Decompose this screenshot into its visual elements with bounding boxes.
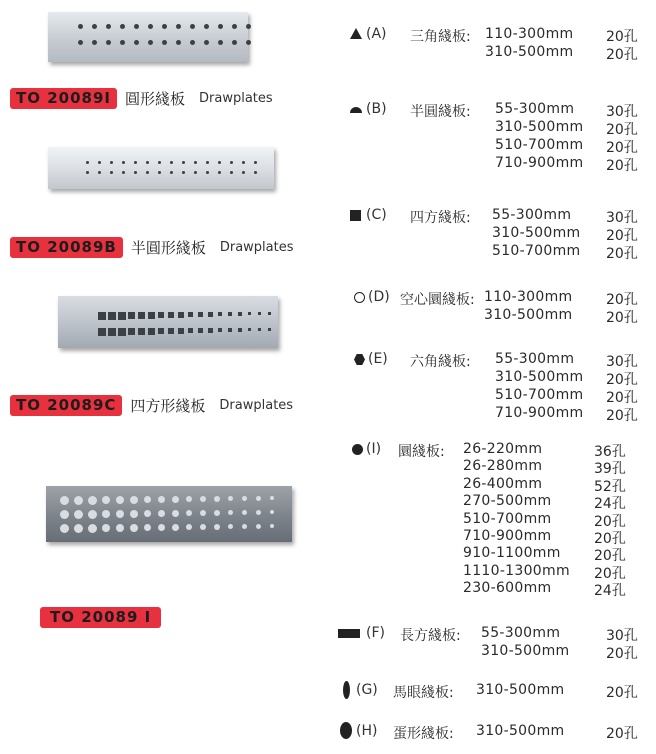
drawplate-hole — [110, 171, 113, 174]
spec-hole-count: 30孔 — [606, 104, 638, 120]
drawplate-hole — [60, 524, 69, 533]
drawplate-hole — [168, 312, 174, 318]
spec-size: 270-500mm — [463, 493, 552, 510]
spec-size: 26-400mm — [463, 475, 543, 492]
drawplate-hole — [74, 524, 83, 533]
drawplate-hole — [242, 496, 247, 501]
rectangle-icon — [338, 629, 360, 638]
drawplate-hole — [256, 524, 261, 529]
drawplate-hole — [176, 40, 181, 45]
drawplate-hole — [194, 171, 197, 174]
drawplate-hole — [188, 328, 193, 333]
drawplate-hole — [148, 24, 153, 29]
spec-size: 55-300mm — [481, 625, 561, 641]
drawplate-hole — [102, 510, 110, 518]
spec-name: 六角綫板: — [410, 354, 471, 370]
spec-name: 長方綫板: — [400, 628, 461, 644]
drawplate-hole — [258, 328, 261, 331]
spec-hole-count: 20孔 — [606, 47, 638, 63]
drawplate-hole — [92, 24, 97, 29]
spec-size: 710-900mm — [495, 405, 584, 421]
drawplate-hole — [214, 524, 220, 530]
drawplate-hole — [208, 312, 213, 317]
drawplate-hole — [270, 510, 274, 514]
spec-size: 310-500mm — [485, 44, 574, 60]
spec-name: 四方綫板: — [410, 210, 471, 226]
spec-hole-count: 24孔 — [594, 496, 626, 513]
drawplate-hole — [98, 161, 101, 164]
drawplate-hole — [88, 510, 97, 519]
drawplate-hole — [158, 328, 164, 334]
drawplate-hole — [128, 328, 135, 335]
drawplate-hole — [186, 496, 192, 502]
drawplate-hole — [228, 524, 233, 529]
half-circle-icon — [350, 107, 362, 113]
drawplate-hole — [204, 40, 209, 45]
drawplate-photo-square — [58, 296, 278, 348]
spec-size: 310-500mm — [492, 225, 581, 241]
drawplate-hole — [182, 161, 185, 164]
spec-hole-count: 20孔 — [594, 565, 626, 582]
drawplate-hole — [206, 161, 209, 164]
drawplate-hole — [158, 171, 161, 174]
drawplate-hole — [158, 312, 164, 318]
drawplate-photo-half-round — [48, 147, 274, 189]
spec-size: 310-500mm — [481, 643, 570, 659]
spec-hole-count: 36孔 — [594, 444, 626, 460]
drawplate-hole — [176, 24, 181, 29]
drawplate-hole — [218, 24, 223, 29]
drawplate-hole — [208, 328, 213, 333]
drawplate-hole — [248, 312, 251, 315]
drawplate-hole — [242, 171, 245, 174]
drawplate-hole — [200, 496, 206, 502]
drawplate-hole — [172, 496, 179, 503]
spec-letter: (B) — [366, 101, 387, 117]
drawplate-hole — [88, 524, 97, 533]
drawplate-hole — [190, 40, 195, 45]
marquise-icon — [343, 681, 350, 699]
product-row-half-round — [10, 237, 294, 258]
drawplate-hole — [228, 328, 232, 332]
drawplate-hole — [258, 312, 261, 315]
spec-hole-count: 52孔 — [594, 478, 626, 495]
drawplate-hole — [118, 328, 126, 336]
spec-hole-count: 20孔 — [606, 390, 638, 406]
product-name-en: Drawplates — [219, 240, 294, 255]
drawplate-hole — [144, 524, 151, 531]
drawplate-photo-round — [48, 12, 248, 62]
spec-hole-count: 20孔 — [606, 246, 638, 262]
spec-size: 1110-1300mm — [463, 562, 570, 579]
drawplate-hole — [200, 510, 206, 516]
square-icon — [350, 210, 361, 221]
spec-hole-count: 20孔 — [594, 531, 626, 547]
drawplate-hole — [206, 171, 209, 174]
drawplate-hole — [122, 171, 125, 174]
spec-letter: (G) — [356, 682, 378, 698]
spec-letter: (A) — [366, 26, 387, 42]
drawplate-hole — [230, 161, 233, 164]
spec-size: 310-500mm — [484, 307, 573, 323]
drawplate-hole — [88, 496, 97, 505]
spec-hole-count: 20孔 — [606, 292, 638, 308]
drawplate-hole — [182, 171, 185, 174]
circle-icon — [352, 444, 363, 455]
drawplate-hole — [218, 312, 222, 316]
drawplate-hole — [254, 161, 257, 164]
drawplate-hole — [158, 510, 165, 517]
spec-letter: (C) — [366, 207, 387, 223]
spec-name: 半圓綫板: — [410, 104, 471, 120]
drawplate-hole — [256, 510, 261, 515]
drawplate-hole — [134, 171, 137, 174]
spec-hole-count: 20孔 — [606, 29, 638, 45]
product-name-cn: 半圓形綫板 — [130, 239, 206, 257]
spec-size: 110-300mm — [484, 289, 573, 305]
drawplate-hole — [144, 510, 151, 517]
drawplate-hole — [168, 328, 174, 334]
drawplate-hole — [106, 24, 111, 29]
drawplate-hole — [162, 40, 167, 45]
drawplate-hole — [110, 161, 113, 164]
drawplate-hole — [246, 40, 251, 45]
triangle-icon — [350, 28, 362, 39]
spec-size: 55-300mm — [495, 101, 575, 117]
drawplate-hole — [78, 40, 83, 45]
spec-hole-count: 20孔 — [606, 228, 638, 244]
spec-size: 310-500mm — [495, 369, 584, 385]
drawplate-hole — [178, 312, 184, 318]
product-row-square — [10, 395, 293, 416]
product-row-round — [10, 88, 273, 109]
drawplate-hole — [238, 312, 242, 316]
spec-size: 26-220mm — [463, 441, 543, 457]
drawplate-hole — [74, 510, 83, 519]
drawplate-hole — [128, 312, 135, 319]
spec-size: 310-500mm — [495, 119, 584, 135]
spec-size: 55-300mm — [495, 351, 575, 367]
spec-hole-count: 30孔 — [606, 210, 638, 226]
spec-size: 55-300mm — [492, 207, 572, 223]
drawplate-hole — [214, 510, 220, 516]
drawplate-hole — [158, 524, 165, 531]
spec-name: 三角綫板: — [410, 29, 471, 45]
drawplate-hole — [92, 40, 97, 45]
drawplate-hole — [116, 496, 124, 504]
spec-hole-count: 20孔 — [606, 372, 638, 388]
spec-size: 26-280mm — [463, 458, 543, 475]
spec-hole-count: 20孔 — [606, 158, 638, 174]
spec-size: 910-1100mm — [463, 545, 561, 562]
spec-name: 空心圜綫板: — [400, 292, 475, 308]
drawplate-hole — [232, 40, 237, 45]
drawplate-hole — [194, 161, 197, 164]
product-code: TO 20089C — [10, 395, 122, 416]
drawplate-hole — [248, 328, 251, 331]
drawplate-hole — [200, 524, 206, 530]
spec-letter: (F) — [366, 625, 385, 641]
drawplate-hole — [172, 524, 179, 531]
spec-letter: (H) — [356, 723, 378, 739]
drawplate-hole — [74, 496, 83, 505]
spec-hole-count: 20孔 — [594, 548, 626, 565]
spec-size: 310-500mm — [476, 682, 565, 698]
drawplate-hole — [158, 496, 165, 503]
spec-hole-count: 20孔 — [606, 646, 638, 662]
spec-hole-count: 20孔 — [606, 122, 638, 138]
spec-size: 710-900mm — [463, 528, 552, 544]
spec-size: 310-500mm — [476, 723, 565, 739]
drawplate-hole — [256, 496, 261, 501]
drawplate-hole — [98, 328, 106, 336]
product-code: TO 20089I — [10, 88, 117, 109]
drawplate-hole — [254, 171, 257, 174]
drawplate-hole — [204, 24, 209, 29]
drawplate-hole — [98, 312, 106, 320]
spec-name: 圜綫板: — [398, 444, 445, 460]
drawplate-hole — [170, 161, 173, 164]
drawplate-hole — [138, 328, 145, 335]
drawplate-hole — [60, 496, 69, 505]
drawplate-hole — [130, 510, 138, 518]
drawplate-hole — [186, 510, 192, 516]
drawplate-hole — [198, 312, 203, 317]
spec-size: 230-600mm — [463, 580, 552, 597]
drawplate-hole — [120, 24, 125, 29]
drawplate-hole — [146, 171, 149, 174]
drawplate-hole — [242, 524, 247, 529]
spec-size: 110-300mm — [485, 26, 574, 42]
spec-letter: (E) — [368, 351, 388, 367]
drawplate-hole — [78, 24, 83, 29]
drawplate-hole — [228, 312, 232, 316]
drawplate-hole — [162, 24, 167, 29]
drawplate-hole — [218, 161, 221, 164]
drawplate-hole — [138, 312, 145, 319]
spec-hole-count: 24孔 — [594, 583, 626, 600]
drawplate-hole — [108, 328, 116, 336]
drawplate-hole — [218, 40, 223, 45]
drawplate-hole — [232, 24, 237, 29]
drawplate-hole — [130, 524, 138, 532]
drawplate-hole — [98, 171, 101, 174]
spec-hole-count: 20孔 — [594, 513, 626, 530]
spec-hole-count: 30孔 — [606, 628, 638, 644]
spec-hole-count: 39孔 — [594, 461, 626, 478]
drawplate-hole — [242, 161, 245, 164]
spec-size: 510-700mm — [495, 137, 584, 153]
hollow-circle-icon — [354, 292, 365, 303]
drawplate-hole — [238, 328, 242, 332]
product-name-cn: 四方形綫板 — [130, 397, 206, 415]
drawplate-hole — [178, 328, 184, 334]
drawplate-hole — [148, 328, 155, 335]
product-name-en: Drawplates — [219, 398, 294, 413]
spec-letter: (I) — [366, 441, 382, 457]
drawplate-hole — [268, 312, 271, 315]
drawplate-hole — [130, 496, 138, 504]
drawplate-hole — [144, 496, 151, 503]
spec-hole-count: 20孔 — [606, 310, 638, 326]
drawplate-hole — [218, 171, 221, 174]
drawplate-photo-round-dark — [46, 486, 292, 542]
drawplate-hole — [102, 496, 110, 504]
drawplate-hole — [246, 24, 251, 29]
drawplate-hole — [122, 161, 125, 164]
spec-size: 710-900mm — [495, 155, 584, 171]
drawplate-hole — [198, 328, 203, 333]
drawplate-hole — [118, 312, 126, 320]
drawplate-hole — [134, 24, 139, 29]
drawplate-hole — [146, 161, 149, 164]
spec-name: 蛋形綫板: — [393, 726, 454, 742]
drawplate-hole — [158, 161, 161, 164]
drawplate-hole — [190, 24, 195, 29]
drawplate-hole — [116, 510, 124, 518]
drawplate-hole — [170, 171, 173, 174]
drawplate-hole — [134, 40, 139, 45]
drawplate-hole — [242, 510, 247, 515]
drawplate-hole — [268, 328, 271, 331]
spec-size: 510-700mm — [463, 510, 552, 527]
product-code: TO 20089B — [10, 237, 123, 258]
drawplate-hole — [188, 312, 193, 317]
drawplate-hole — [86, 171, 89, 174]
drawplate-hole — [148, 312, 155, 319]
spec-size: 510-700mm — [492, 243, 581, 259]
drawplate-hole — [270, 496, 274, 500]
drawplate-hole — [134, 161, 137, 164]
drawplate-hole — [120, 40, 125, 45]
drawplate-hole — [102, 524, 110, 532]
hexagon-icon — [354, 354, 365, 365]
product-code: TO 20089 I — [40, 607, 161, 628]
spec-size: 510-700mm — [495, 387, 584, 403]
spec-name: 馬眼綫板: — [393, 685, 454, 701]
product-name-en: Drawplates — [199, 91, 273, 106]
drawplate-hole — [270, 524, 274, 528]
drawplate-hole — [60, 510, 69, 519]
product-name-cn: 圓形綫板 — [124, 90, 185, 108]
drawplate-hole — [218, 328, 222, 332]
spec-hole-count: 20孔 — [606, 685, 638, 701]
drawplate-hole — [230, 171, 233, 174]
spec-hole-count: 20孔 — [606, 726, 638, 742]
drawplate-hole — [108, 312, 116, 320]
drawplate-hole — [214, 496, 220, 502]
drawplate-hole — [228, 510, 233, 515]
oval-icon — [340, 722, 352, 739]
drawplate-hole — [106, 40, 111, 45]
drawplate-hole — [172, 510, 179, 517]
drawplate-hole — [116, 524, 124, 532]
spec-hole-count: 20孔 — [606, 140, 638, 156]
spec-hole-count: 30孔 — [606, 354, 638, 370]
drawplate-hole — [86, 161, 89, 164]
drawplate-hole — [186, 524, 192, 530]
spec-hole-count: 20孔 — [606, 408, 638, 424]
product-row-round-dark — [40, 607, 161, 628]
spec-letter: (D) — [368, 289, 390, 305]
drawplate-hole — [228, 496, 233, 501]
drawplate-hole — [148, 40, 153, 45]
